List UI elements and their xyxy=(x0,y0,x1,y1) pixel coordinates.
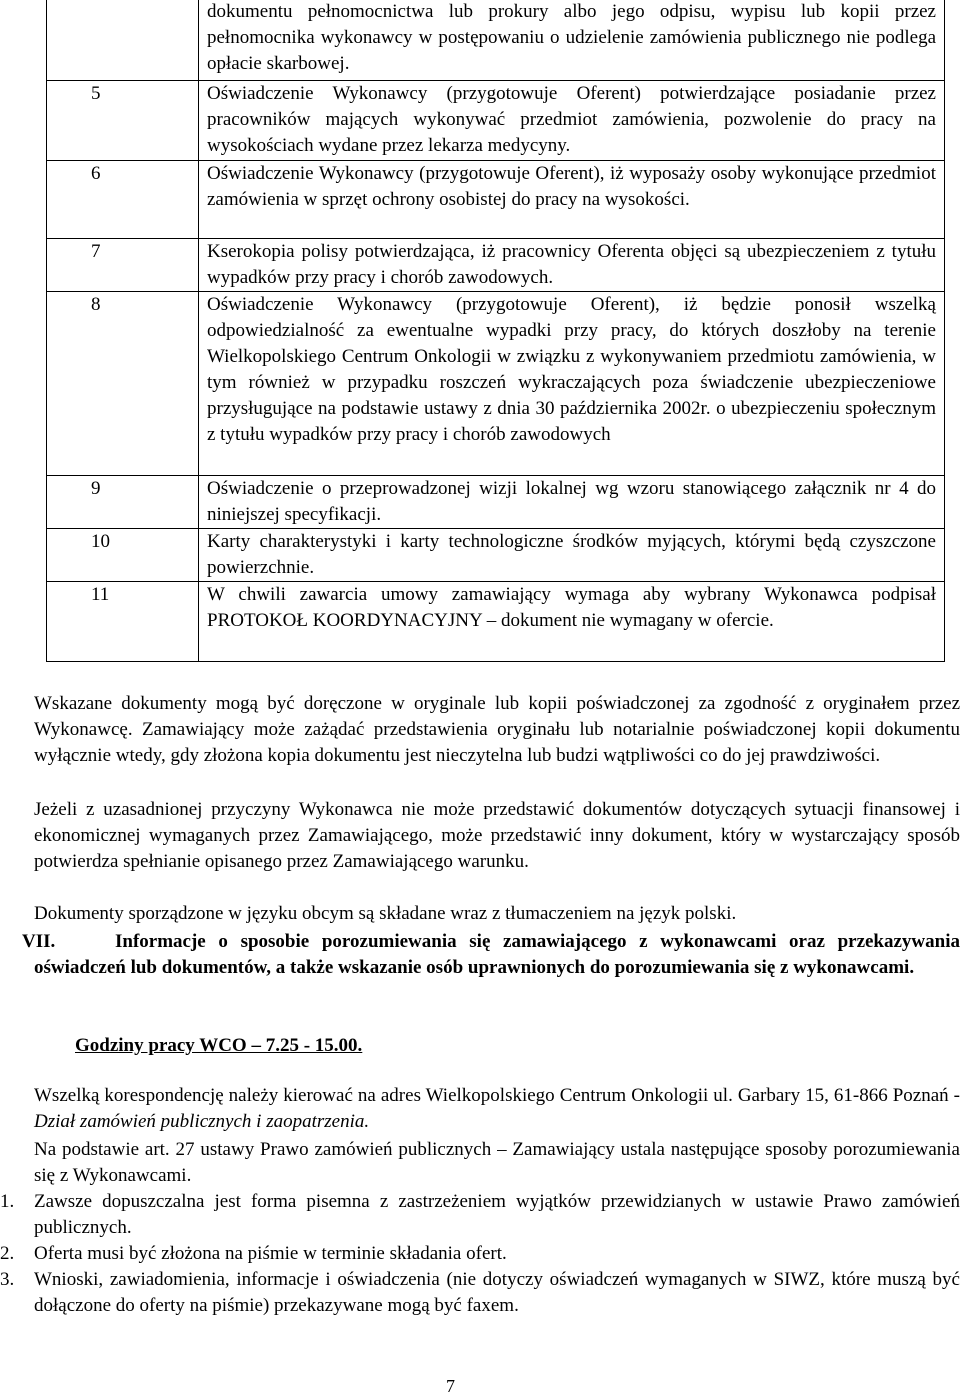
section-title-text: Informacje o sposobie porozumiewania się zamawiającego z wykonawcami oraz przekazywania oświadczeń lub dokumentów, a także wskazanie osób uprawnionych do porozumiewania się z wykonawcami. xyxy=(34,931,960,978)
required-documents-table xyxy=(46,0,945,662)
row-text: Oświadczenie Wykonawcy (przygotowuje Oferent), iż wyposaży osoby wykonujące przedmiot zamówienia w sprzęt ochrony osobistej do pracy na wysokości. xyxy=(199,161,945,239)
table-row xyxy=(47,292,945,476)
row-number xyxy=(47,0,199,81)
table-row xyxy=(47,81,945,161)
list-item-text: Zawsze dopuszczalna jest forma pisemna z zastrzeżeniem wyjątków przewidzianych w ustawie Prawo zamówień publicznych. xyxy=(34,1191,960,1238)
table-row xyxy=(47,476,945,529)
list-item-text: Wnioski, zawiadomienia, informacje i oświadczenia (nie dotyczy oświadczeń wymaganych w SIWZ, które muszą być dołączone do oferty na piśmie) przekazywane mogą być faxem. xyxy=(34,1269,960,1316)
correspondence-address: Wszelką korespondencję należy kierować na adres Wielkopolskiego Centrum Onkologii ul. Garbary 15, 61-866 Poznań - xyxy=(34,1085,960,1106)
list-item-text: Oferta musi być złożona na piśmie w terminie składania ofert. xyxy=(34,1243,507,1264)
row-text: Karty charakterystyki i karty technologiczne środków myjących, którymi będą czyszczone powierzchnie. xyxy=(199,529,945,582)
table-row xyxy=(47,0,945,81)
working-hours: Godziny pracy WCO – 7.25 - 15.00. xyxy=(75,1035,363,1056)
paragraph-certified-copies: Wskazane dokumenty mogą być doręczone w oryginale lub kopii poświadczonej za zgodność z oryginałem przez Wykonawcę. Zamawiający może zażądać przedstawienia oryginału lub notarialnie poświadczonej kopii dokumentu wyłącznie wtedy, gdy złożona kopia dokumentu jest nieczytelna lub budzi wątpliwości co do jej prawdziwości. xyxy=(34,693,960,766)
paragraph-other-document: Jeżeli z uzasadnionej przyczyny Wykonawca nie może przedstawić dokumentów dotyczących sytuacji finansowej i ekonomicznej wymaganych przez Zamawiającego, może przedstawić inny dokument, który w wystarczający sposób potwierdza spełnianie opisanego przez Zamawiającego warunku. xyxy=(34,799,960,872)
table-row xyxy=(47,161,945,239)
paragraph-correspondence xyxy=(34,1083,960,1135)
list-item-number: 2. xyxy=(0,1243,15,1264)
table-row xyxy=(47,239,945,292)
row-text: dokumentu pełnomocnictwa lub prokury albo jego odpisu, wypisu lub kopii przez pełnomocnika wykonawcy w postępowaniu o udzielenie zamówienia publicznego nie podlega opłacie skarbowej. xyxy=(199,0,945,81)
section-number: VII. xyxy=(22,931,56,952)
row-text: Kserokopia polisy potwierdzająca, iż pracownicy Oferenta objęci są ubezpieczeniem z tytułu wypadków przy pracy i chorób zawodowych. xyxy=(199,239,945,292)
row-number: 6 xyxy=(47,161,199,239)
paragraph-legal-basis: Na podstawie art. 27 ustawy Prawo zamówień publicznych – Zamawiający ustala następujące sposoby porozumiewania się z Wykonawcami. xyxy=(34,1139,960,1186)
row-number: 9 xyxy=(47,476,199,529)
section-heading xyxy=(22,929,960,981)
correspondence-department: Dział zamówień publicznych i zaopatrzenia. xyxy=(34,1111,370,1132)
row-text: Oświadczenie o przeprowadzonej wizji lokalnej wg wzoru stanowiącego załącznik nr 4 do niniejszej specyfikacji. xyxy=(199,476,945,529)
row-text: Oświadczenie Wykonawcy (przygotowuje Oferent) potwierdzające posiadanie przez pracowników mających wykonywać przedmiot zamówienia, pozwolenie do pracy na wysokościach wydane przez lekarza medycyny. xyxy=(199,81,945,161)
list-item-number: 3. xyxy=(0,1269,15,1290)
row-number: 8 xyxy=(47,292,199,476)
row-number: 7 xyxy=(47,239,199,292)
row-number: 10 xyxy=(47,529,199,582)
row-number: 11 xyxy=(47,582,199,662)
row-text: Oświadczenie Wykonawcy (przygotowuje Oferent), iż będzie ponosił wszelką odpowiedzialność za ewentualne wypadki przy pracy, do których doszłoby na terenie Wielkopolskiego Centrum Onkologii w związku z wykonywaniem przedmiotu zamówienia, w tym również w przypadku roszczeń wykraczających poza świadczenie ubezpieczeniowe przysługujące na podstawie ustawy z dnia 30 października 2002r. o ubezpieczeniu społecznym z tytułu wypadków przy pracy i chorób zawodowych xyxy=(199,292,945,476)
table-row xyxy=(47,529,945,582)
row-number: 5 xyxy=(47,81,199,161)
table-row xyxy=(47,582,945,662)
row-text: W chwili zawarcia umowy zamawiający wymaga aby wybrany Wykonawca podpisał PROTOKOŁ KOORDYNACYJNY – dokument nie wymagany w ofercie. xyxy=(199,582,945,662)
list-item-number: 1. xyxy=(0,1191,15,1212)
page-number: 7 xyxy=(446,1376,455,1396)
paragraph-translation: Dokumenty sporządzone w języku obcym są składane wraz z tłumaczeniem na język polski. xyxy=(34,903,737,924)
